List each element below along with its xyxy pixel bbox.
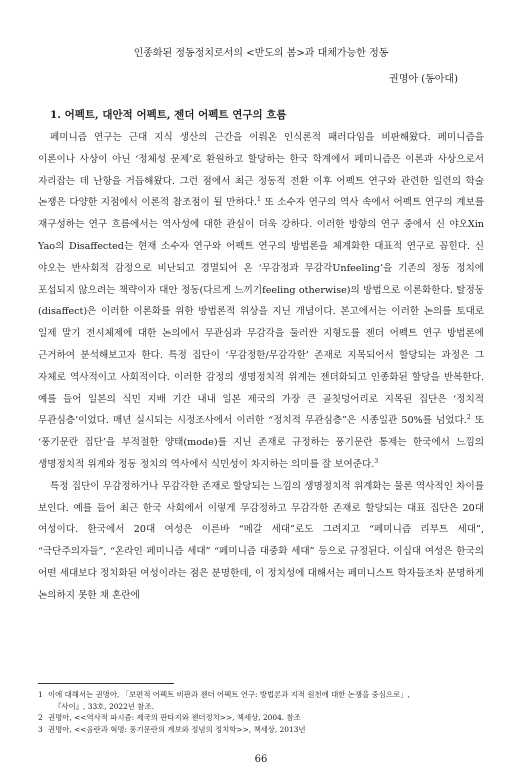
paragraph-text: 특정 집단이 무감정하거나 무감각한 존재로 할당되는 느낌의 생명정치적 위계화는 물론 역사적인 차이를 보인다. 예를 들어 최근 한국 사회에서 이렇게 무감정하고 무감각한 존재로 할당되는 대표 집단은 20대 여성이다. 한국에서 20대 여성은 이른바 “메갈 세대”로도 그려지고 “페미니즘 리부트 세대”, “극단주의자들”, “온라인 페미니즘 세대” “페미니즘 대중화 세대” 등으로 규정된다. 이십대 여성은 한국의 어떤 세대보다 정치화된 여성이라는 점은 분명한데, 이 정치성에 대해서는 페미니스트 학자들조차 분명하게 논의하지 못한 채 혼란에 <box>38 480 484 601</box>
footnote <box>38 712 484 724</box>
paragraph-text: 또 소수자 연구의 역사 속에서 어펙트 연구의 계보를 재구성하는 연구 흐름에서는 역사성에 대한 관심이 더욱 강하다. 이러한 방향의 연구 중에서 신 야오Xin Yao의 Disaffected는 현재 소수자 연구와 어펙트 연구의 방법론을 체계화한 대표적 연구로 꼽힌다. 신 야오는 반사회적 감정으로 비난되고 경멸되어 온 ‘무감정과 무감각Unfeeling’을 기존의 정동 정치에 포섭되지 않으려는 책략이자 대안 정동(다르게 느끼기feeling otherwise)의 방법으로 이론화한다. 탈정동(disaffect)은 이러한 이론화를 위한 방법론적 위상을 지닌 개념이다. 본고에서는 이러한 논의를 토대로 일제 말기 전시체제에 대한 논의에서 무관심과 무감각을 둘러싼 지형도를 젠더 어펙트 연구 방법론에 근거하여 분석해보고자 한다. 특정 집단이 ‘무감정한/무감각한’ 존재로 지목되어서 할당되는 과정은 그 자체로 역사적이고 사회적이다. 이러한 감정의 생명정치적 위계는 젠더화되고 인종화된 할당을 반복한다. 예를 들어 일본의 식민 지배 기간 내내 일본 제국의 가장 큰 골칫덩어리로 지목된 집단은 ‘정치적 무관심층’이었다. 매년 실시되는 시정조사에서 이러한 “정치적 무관심층”은 시종일관 50%를 넘었다. <box>38 197 484 427</box>
paragraph-text: 페미니즘 연구는 근대 지식 생산의 근간을 이뤄온 인식론적 패러다임을 비판해왔다. 페미니즘을 이론이나 사상이 아닌 ‘정체성 문제’로 환원하고 할당하는 한국 학계에서 페미니즘은 이론과 사상으로서 자리잡는 데 난항을 거듭해왔다. 그런 점에서 최근 정동적 전환 이후 어펙트 연구와 관련한 일련의 학술 논쟁은 다양한 지점에서 이론적 참조점이 될 만하다. <box>38 132 484 209</box>
footnote-text: 권명아, <<역사적 파시즘: 제국의 판타지와 젠더정치>>, 책세상, 2004. 참조 <box>48 713 301 723</box>
footnote-text: 이에 대해서는 권명아, 「보편적 어펙트 비판과 젠더 어펙트 연구: 방법론과 지적 원천에 대한 논쟁을 중심으로」, <box>48 690 410 699</box>
author-line: 권명아 (동아대) <box>389 74 458 85</box>
footnote-continuation <box>38 701 484 713</box>
page-number: 66 <box>254 754 268 765</box>
footnote-number: 3 <box>38 724 43 734</box>
footnote-number: 2 <box>38 713 43 723</box>
paragraph <box>38 127 484 476</box>
body-text <box>38 127 484 607</box>
paragraph <box>38 476 484 607</box>
footnote-text: 『사이』, 33호, 2022년 참조. <box>54 701 154 711</box>
section-heading: 1. 어펙트, 대안적 어펙트, 젠더 어펙트 연구의 흐름 <box>50 109 287 121</box>
footnote-divider <box>38 683 174 684</box>
footnote-number: 1 <box>38 690 43 699</box>
footnote-ref[interactable]: 2 <box>466 414 471 422</box>
footnote <box>38 724 484 736</box>
footnote-text: 권명아, <<음란과 혁명: 풍기문란의 계보와 정념의 정치학>>, 책세상, 2013년 <box>48 724 306 734</box>
footnote <box>38 689 484 701</box>
paper-title: 인종화된 정동정치로서의 <반도의 봄>과 대체가능한 정동 <box>133 48 389 59</box>
footnote-ref[interactable]: 3 <box>374 457 379 465</box>
paragraph-text: 또 ‘풍기문란 집단’을 부적절한 양태(mode)를 지닌 존재로 규정하는 풍기문란 통제는 한국에서 느낌의 생명정치적 위계와 정동 정치의 역사에서 식민성이 차지하는 의미를 잘 보여준다. <box>38 415 484 470</box>
footnote-ref[interactable]: 1 <box>257 196 261 204</box>
footnotes <box>38 689 484 735</box>
